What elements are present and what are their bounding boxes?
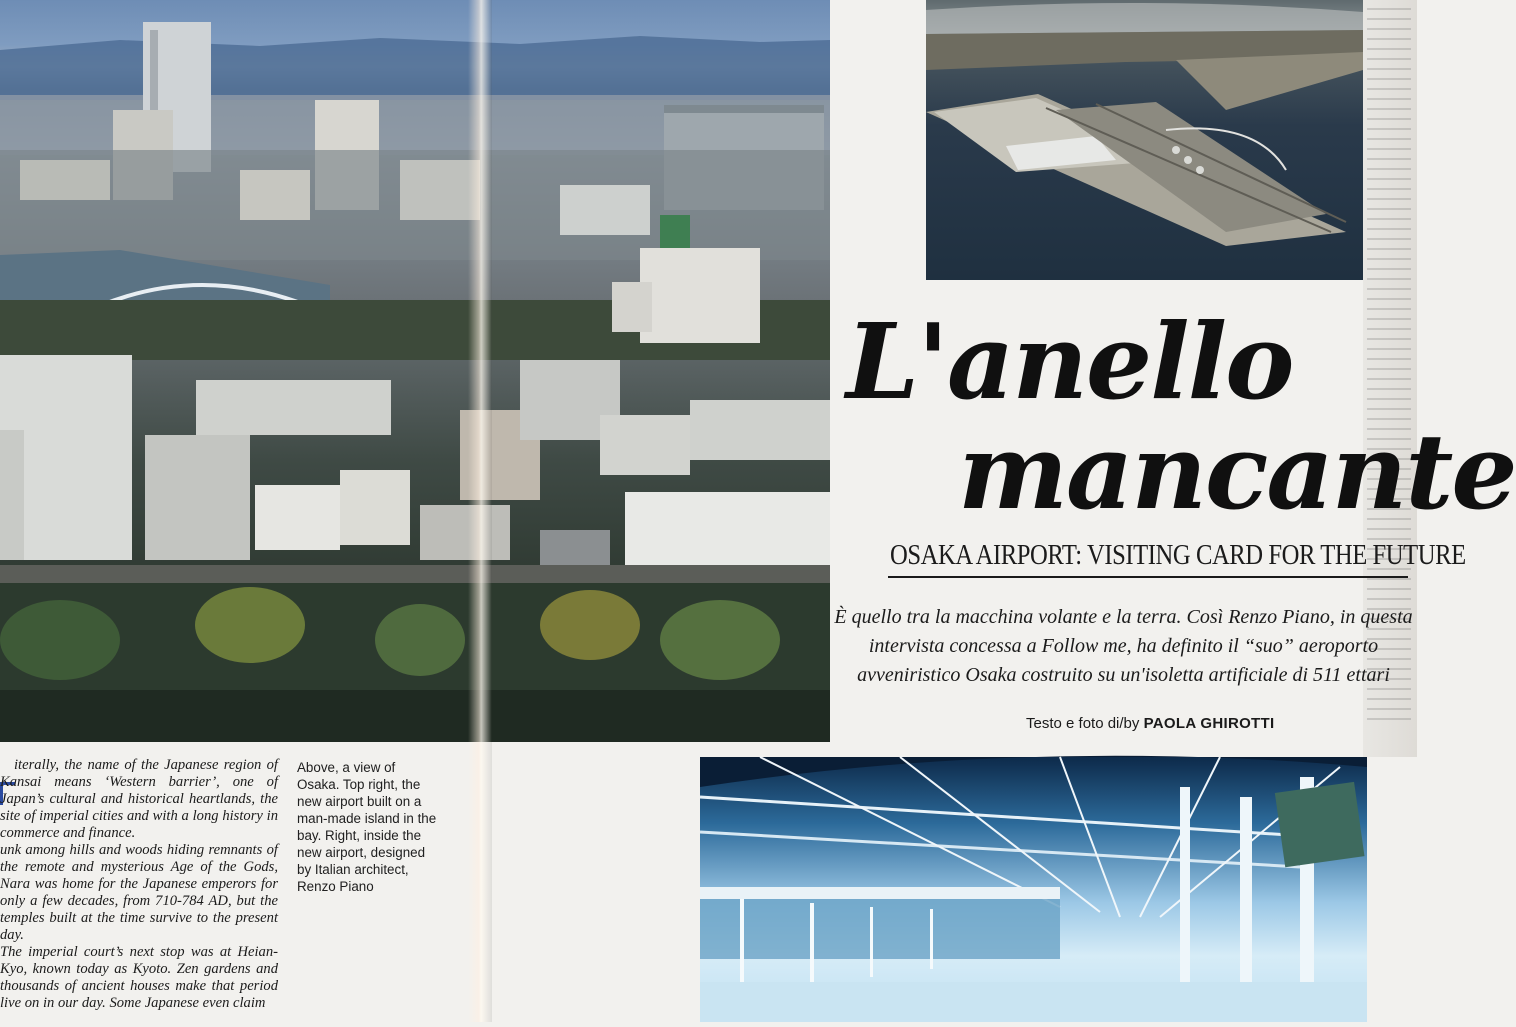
body-paragraph-1: iterally, the name of the Japanese region of Kansai means ‘Western barrier’, one of Japan’s cultural and historical heartlands, the site of imperial cities and with a long history in commerce and finance. [0, 757, 278, 841]
article-body [0, 757, 278, 1012]
byline [1026, 715, 1274, 732]
article-deck: È quello tra la macchina volante e la terra. Così Renzo Piano, in questa intervista concessa a Follow me, ha definito il “suo” aeroporto avveniristico Osaka costruito su un'isoletta artificiale di 511 ettari [834, 606, 1413, 686]
osaka-city-photo [0, 0, 830, 742]
subtitle-rule [888, 540, 1466, 578]
article-subtitle: OSAKA AIRPORT: VISITING CARD FOR THE FUTURE [890, 540, 1466, 571]
page-fold [468, 0, 492, 1022]
photo-caption: Above, a view of Osaka. Top right, the new airport built on a man-made island in the bay. Right, inside the new airport, designed by Italian architect, Renzo Piano [297, 760, 437, 894]
byline-author: PAOLA GHIROTTI [1143, 715, 1275, 732]
body-paragraph-3: The imperial court’s next stop was at Heian-Kyo, known today as Kyoto. Zen gardens and thousands of ancient houses make that period live on in our day. Some Japanese even claim [0, 944, 278, 1011]
byline-prefix: Testo e foto di/by [1026, 715, 1140, 732]
headline-line-1: L'anello [846, 300, 1293, 423]
body-paragraph-2: unk among hills and woods hiding remnants of the remote and mysterious Age of the Gods, Nara was home for the Japanese emperors for only a few decades, from 710-784 AD, but the temples built at the time survive to the present day. [0, 842, 278, 943]
terminal-interior-photo [700, 757, 1367, 1022]
headline-line-2: mancante [958, 410, 1516, 533]
airport-aerial-photo [926, 0, 1363, 280]
